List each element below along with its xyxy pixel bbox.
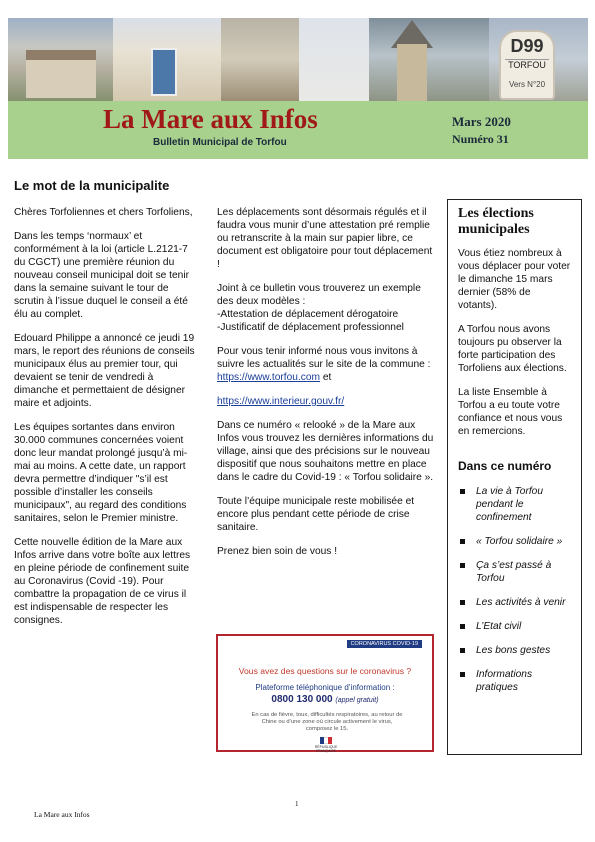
square-bullet-icon (460, 600, 465, 605)
interieur-website-link[interactable]: https://www.interieur.gouv.fr/ (217, 396, 345, 407)
square-bullet-icon (460, 648, 465, 653)
toc-item (458, 559, 571, 585)
toc-item-label: L’Etat civil (476, 621, 522, 632)
attachment-item: -Attestation de déplacement dérogatoire (217, 309, 399, 320)
toc-item (458, 485, 571, 524)
paragraph: Vous étiez nombreux à vous déplacer pour voter le dimanche 15 mars dernier (58% de votants). (458, 248, 571, 311)
toc-item-label: Les bons gestes (476, 645, 551, 656)
photo-village-road (8, 18, 113, 101)
toc-item-label: Informations pratiques (476, 669, 533, 693)
toc-item (458, 644, 571, 657)
toc-item-label: « Torfou solidaire » (476, 536, 563, 547)
coronavirus-info-box (216, 634, 434, 752)
photo-town-hall-door (113, 18, 221, 101)
issue-number: Numéro 31 (452, 132, 509, 146)
toc-item-label: La vie à Torfou pendant le confinement (476, 486, 544, 523)
door-shape (151, 48, 177, 96)
hotline-label: Plateforme téléphonique d’information : (255, 683, 395, 692)
milestone-sign (499, 30, 555, 100)
paragraph: Prenez bien soin de vous ! (217, 546, 338, 557)
toc-item (458, 668, 571, 694)
paragraph-attachments (217, 282, 437, 334)
square-bullet-icon (460, 563, 465, 568)
attachments-intro: Joint à ce bulletin vous trouverez un exemple des deux modèles : (217, 283, 421, 307)
sidebar-elections (447, 199, 582, 755)
photo-church (369, 18, 489, 101)
paragraph: Cette nouvelle édition de la Mare aux Infos arrive dans votre boîte aux lettres en pleine période de confinement suite au Coronavirus (Covid -19). Pour combattre la propagation de ce virus il est indispensable de respecter les consignes. (14, 537, 191, 626)
photo-sky (299, 18, 369, 101)
newsletter-title: La Mare aux Infos (103, 104, 318, 134)
paragraph: Edouard Philippe a annoncé ce jeudi 19 mars, le report des réunions de conseils municipaux élus au premier tour, qui devaient se tenir de vendredi à dimanche et permettaient de désigner maire et adjoints. (14, 333, 195, 409)
page-number: 1 (295, 800, 299, 808)
sign-town-name: TORFOU (505, 59, 549, 70)
toc-item (458, 535, 571, 548)
sidebar-text (458, 247, 571, 438)
photo-wall (221, 18, 299, 101)
phone-number: 0800 130 000 (271, 694, 333, 705)
sign-road-number: D99 (510, 36, 544, 56)
title-band (8, 101, 588, 159)
sign-direction: Vers N°20 (508, 80, 546, 89)
header-photo-strip (8, 18, 588, 101)
section-heading: Le mot de la municipalite (14, 178, 170, 193)
torfou-website-link[interactable]: https://www.torfou.com (217, 372, 321, 383)
issue-date: Mars 2020 (452, 114, 511, 129)
paragraph: Les déplacements sont désormais régulés et il faudra vous munir d’une attestation pré remplie ou retranscrite à la main sur papier libre, ce document est obligatoire pour tout déplacement ! (217, 207, 433, 270)
square-bullet-icon (460, 672, 465, 677)
toc-item-label: Les activités à venir (476, 597, 566, 608)
church-tower (397, 44, 427, 101)
text-column-2 (217, 206, 437, 569)
paragraph-links (217, 345, 437, 384)
coronavirus-question: Vous avez des questions sur le coronavirus ? (238, 666, 412, 676)
free-call-note: (appel gratuit) (335, 697, 379, 704)
table-of-contents (458, 485, 571, 694)
paragraph: Toute l’équipe municipale reste mobilisée et encore plus pendant cette période de crise sanitaire. (217, 496, 415, 533)
french-flag-icon (320, 737, 332, 744)
toc-item (458, 620, 571, 633)
emergency-note: En cas de fièvre, toux, difficultés respiratoires, au retour de Chine ou d’une zone où circule activement le virus, composez le 15. (251, 712, 403, 732)
attachment-item: -Justificatif de déplacement professionnel (217, 322, 404, 333)
paragraph: Les équipes sortantes dans environ 30.000 communes concernées voient donc leur mandat prolongé jusqu’à mi-mai au moins. A cette date, un rapport devra permettre d’indiquer "s’il est possible d’installer les conseils municipaux", au regard des conditions sanitaires, selon le Premier ministre. (14, 422, 188, 524)
republique-label: RÉPUBLIQUE FRANÇAISE (314, 745, 338, 753)
text-column-1 (14, 206, 197, 638)
toc-heading: Dans ce numéro (458, 459, 552, 473)
links-join: et (320, 372, 332, 383)
photo-road-sign (489, 18, 588, 101)
square-bullet-icon (460, 489, 465, 494)
sidebar-heading: Les élections municipales (458, 206, 534, 237)
toc-item (458, 596, 571, 609)
paragraph: La liste Ensemble à Torfou a eu toute votre confiance et nous vous en remercions. (458, 387, 563, 437)
footer-text: La Mare aux Infos (34, 810, 90, 819)
hotline-number (218, 694, 432, 705)
square-bullet-icon (460, 539, 465, 544)
square-bullet-icon (460, 624, 465, 629)
links-intro: Pour vous tenir informé nous vous invitons à suivre les actualités sur le site de la commune : (217, 346, 431, 370)
newsletter-subtitle: Bulletin Municipal de Torfou (153, 137, 287, 148)
paragraph: Chères Torfoliennes et chers Torfoliens, (14, 207, 193, 218)
paragraph: Dans ce numéro « relooké » de la Mare aux Infos vous trouvez les dernières informations du village, ainsi que des précisions sur le nouveau dispositif que nous souhaitons mettre en place dans le cadre du Covid-19 : « Torfou solidaire ». (217, 420, 434, 483)
coronavirus-tag: CORONAVIRUS COVID-19 (347, 640, 422, 648)
paragraph (217, 395, 437, 408)
paragraph: Dans les temps ‘normaux’ et conformément à la loi (article L.2121-7 du CGCT) une première réunion du nouveau conseil municipal doit se tenir dans la semaine suivant le tour de scrutin à l’issue duquel le conseil a été élu au complet. (14, 231, 189, 320)
house-shape (26, 50, 96, 98)
paragraph: A Torfou nous avons toujours pu observer la forte participation des Torfoliens aux élections. (458, 324, 567, 374)
toc-item-label: Ça s’est passé à Torfou (476, 560, 552, 584)
